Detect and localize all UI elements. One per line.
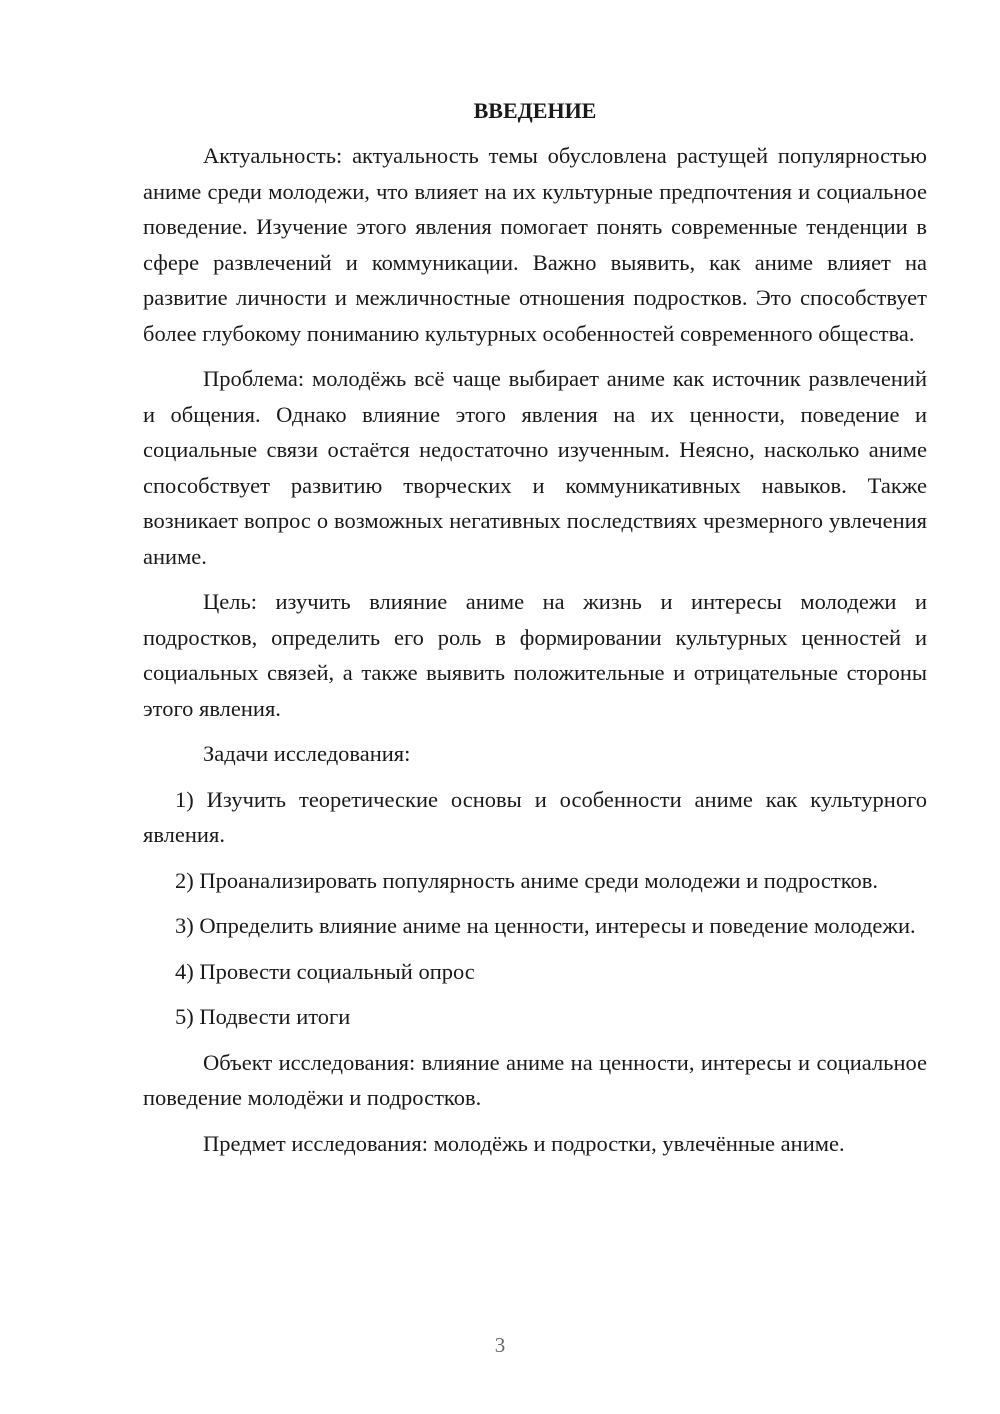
- page-content: [143, 96, 927, 1161]
- problem-paragraph: Проблема: молодёжь всё чаще выбирает аниме как источник развлечений и общения. Однако влияние этого явления на их ценности, поведение и социальные связи остаётся недостаточно изученным. Неясно, насколько аниме способствует развитию творческих и коммуникативных навыков. Также возникает вопрос о возможных негативных последствиях чрезмерного увлечения аниме.: [143, 366, 927, 569]
- task-item: 2) Проанализировать популярность аниме среди молодежи и подростков.: [175, 867, 879, 893]
- task-item: 5) Подвести итоги: [175, 1004, 351, 1029]
- research-object-paragraph: Объект исследования: влияние аниме на ценности, интересы и социальное поведение молодёжи и подростков.: [143, 1049, 927, 1110]
- research-subject-paragraph: Предмет исследования: молодёжь и подростки, увлечённые аниме.: [203, 1130, 845, 1156]
- task-item: 4) Провести социальный опрос: [175, 958, 475, 984]
- page-number: 3: [494, 1333, 506, 1357]
- tasks-label: Задачи исследования:: [203, 741, 411, 766]
- relevance-paragraph: Актуальность: актуальность темы обусловлена растущей популярностью аниме среди молодежи, что влияет на их культурные предпочтения и социальное поведение. Изучение этого явления помогает понять современные тенденции в сфере развлечений и коммуникации. Важно выявить, как аниме влияет на развитие личности и межличностные отношения подростков. Это способствует более глубокому пониманию культурных особенностей современного общества.: [143, 143, 927, 346]
- goal-paragraph: Цель: изучить влияние аниме на жизнь и интересы молодежи и подростков, определить его роль в формировании культурных ценностей и социальных связей, а также выявить положительные и отрицательные стороны этого явления.: [143, 589, 927, 721]
- task-item: 3) Определить влияние аниме на ценности, интересы и поведение молодежи.: [175, 913, 916, 938]
- task-item: 1) Изучить теоретические основы и особенности аниме как культурного явления.: [143, 786, 927, 847]
- section-heading: ВВЕДЕНИЕ: [473, 98, 597, 123]
